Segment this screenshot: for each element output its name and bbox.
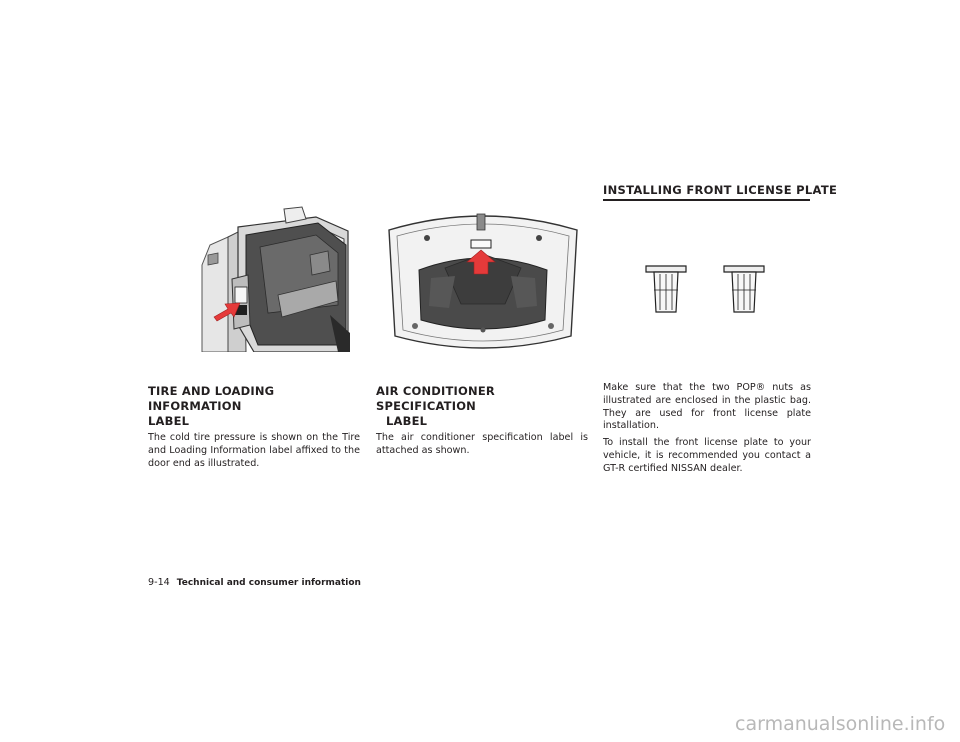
section-paragraph: Make sure that the two POP® nuts as illustrated are enclosed in the plastic bag. They are used for front license plate installation. <box>603 382 811 432</box>
section-front-license-plate <box>603 382 811 476</box>
pop-nut-2 <box>724 266 764 312</box>
page-footer <box>148 577 361 588</box>
door-label-illustration <box>198 205 352 352</box>
pop-nuts-illustration <box>640 262 770 318</box>
section-paragraph: The air conditioner specification label is attached as shown. <box>376 432 588 456</box>
section-paragraph: To install the front license plate to your vehicle, it is recommended you contact a GT-R certified NISSAN dealer. <box>603 437 811 474</box>
page-header-title: INSTALLING FRONT LICENSE PLATE <box>603 183 838 197</box>
header-rule <box>603 199 810 201</box>
page-number: 9-14 <box>148 577 170 588</box>
section-title: AIR CONDITIONER SPECIFICATION LABEL <box>376 384 495 428</box>
section-tire-loading <box>148 384 360 470</box>
hood-label-illustration <box>385 208 581 358</box>
chapter-title: Technical and consumer information <box>176 578 361 588</box>
section-air-conditioner <box>376 384 588 458</box>
section-title: TIRE AND LOADING INFORMATION LABEL <box>148 384 275 428</box>
watermark-text: carmanualsonline.info <box>735 713 946 735</box>
pop-nut-1 <box>646 266 686 312</box>
section-paragraph: The cold tire pressure is shown on the Tire and Loading Information label affixed to the door end as illustrated. <box>148 432 360 469</box>
